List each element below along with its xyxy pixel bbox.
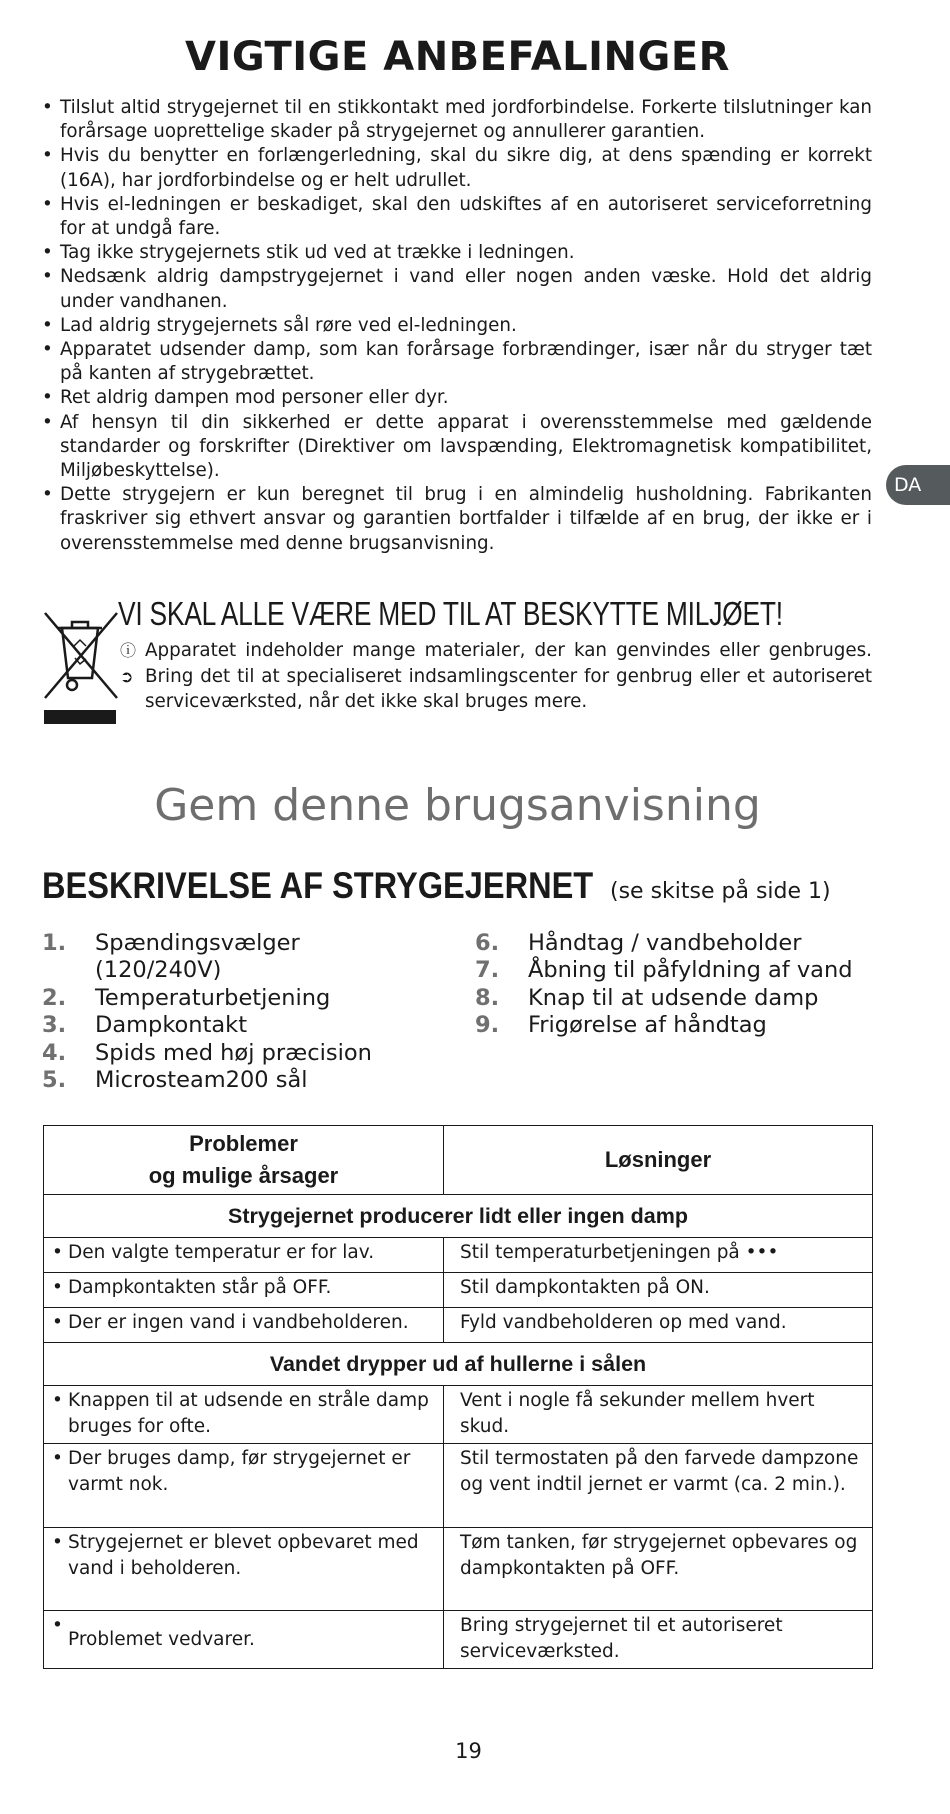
environment-title: VI SKAL ALLE VÆRE MED TIL AT BESKYTTE MILJØET! xyxy=(118,595,783,632)
cause-cell: • Der bruges damp, før strygejernet er varmt nok. xyxy=(44,1444,444,1528)
table-row xyxy=(44,1611,873,1669)
part-number: 5. xyxy=(42,1067,67,1094)
part-number: 6. xyxy=(475,930,500,956)
recommendations-list xyxy=(42,96,872,556)
solution-cell: Stil termostaten på den farvede dampzone og vent indtil jernet er varmt (ca. 2 min.). xyxy=(444,1444,873,1528)
list-item xyxy=(120,664,872,715)
list-item xyxy=(42,1040,462,1067)
table-row xyxy=(44,1386,873,1444)
list-item xyxy=(42,1012,462,1039)
list-item: • Ret aldrig dampen mod personer eller dyr. xyxy=(42,386,872,410)
table-section-row xyxy=(44,1195,873,1238)
part-name: Microsteam200 sål xyxy=(95,1067,308,1094)
part-name: Knap til at udsende damp xyxy=(528,984,819,1011)
part-name: Spændingsvælger (120/240V) xyxy=(95,930,300,984)
part-number: 7. xyxy=(475,957,500,984)
language-tab: DA xyxy=(886,465,950,505)
list-item xyxy=(475,1012,895,1039)
list-item: • Af hensyn til din sikkerhed er dette apparat i overensstemmelse med gældende standarder og forskrifter (Direktiver om lavspænding, Elektromagnetisk kompatibilitet, Miljøbeskyttelse). xyxy=(42,411,872,484)
table-section-row xyxy=(44,1343,873,1386)
list-item xyxy=(42,985,462,1012)
info-icon: ⓘ xyxy=(120,641,137,660)
keep-manual-title: Gem denne brugsanvisning xyxy=(154,780,761,831)
list-item: • Nedsænk aldrig dampstrygejernet i vand eller nogen anden væske. Hold det aldrig under vandhanen. xyxy=(42,265,872,313)
solution-cell: Bring strygejernet til et autoriseret serviceværksted. xyxy=(444,1611,873,1669)
environment-text: Bring det til at specialiseret indsamlingscenter for genbrug eller et autoriseret serviceværksted, når det ikke skal bruges mere. xyxy=(145,665,872,712)
list-item: • Lad aldrig strygejernets sål røre ved el-ledningen. xyxy=(42,314,872,338)
cause-cell: • Dampkontakten står på OFF. xyxy=(44,1273,444,1308)
solution-cell: Stil temperaturbetjeningen på ••• xyxy=(444,1238,873,1273)
list-item: • Tilslut altid strygejernet til en stikkontakt med jordforbindelse. Forkerte tilslutninger kan forårsage uoprettelige skader på strygejernet og annullerer garantien. xyxy=(42,96,872,144)
crossed-bin-icon xyxy=(42,608,120,726)
part-number: 3. xyxy=(42,1012,67,1039)
parts-list-right xyxy=(475,930,895,1040)
table-row xyxy=(44,1308,873,1343)
list-item: • Dette strygejern er kun beregnet til brug i en almindelig husholdning. Fabrikanten fraskriver sig ethvert ansvar og garantien bortfalder i tilfælde af en brug, der ikke er i overensstemmelse med denne brugsanvisning. xyxy=(42,483,872,556)
cause-cell: • Knappen til at udsende en stråle damp bruges for ofte. xyxy=(44,1386,444,1444)
table-row xyxy=(44,1238,873,1273)
environment-list xyxy=(120,638,872,715)
table-row xyxy=(44,1444,873,1528)
cause-cell: • Der er ingen vand i vandbeholderen. xyxy=(44,1308,444,1343)
solution-cell: Stil dampkontakten på ON. xyxy=(444,1273,873,1308)
part-name: Håndtag / vandbeholder xyxy=(528,930,802,956)
list-item: • Hvis el-ledningen er beskadiget, skal den udskiftes af en autoriseret serviceforretning for at undgå fare. xyxy=(42,193,872,241)
cause-cell: • Den valgte temperatur er for lav. xyxy=(44,1238,444,1273)
part-number: 8. xyxy=(475,984,500,1011)
list-item: • Tag ikke strygejernets stik ud ved at trække i ledningen. xyxy=(42,241,872,265)
part-number: 1. xyxy=(42,930,67,956)
part-name: Dampkontakt xyxy=(95,1012,248,1039)
table-header-row xyxy=(44,1126,873,1195)
parts-list-left xyxy=(42,930,462,1094)
part-number: 2. xyxy=(42,984,67,1011)
list-item: • Hvis du benytter en forlængerledning, skal du sikre dig, at dens spænding er korrekt (16A), har jordforbindelse og er helt udrullet. xyxy=(42,144,872,192)
list-item xyxy=(475,930,895,957)
solutions-column-header: Løsninger xyxy=(444,1126,873,1195)
troubleshooting-table xyxy=(43,1125,873,1669)
cause-cell: • Problemet vedvarer. xyxy=(44,1611,444,1669)
solution-cell: Fyld vandbeholderen op med vand. xyxy=(444,1308,873,1343)
list-item xyxy=(475,985,895,1012)
list-item xyxy=(42,1067,462,1094)
page-title: VIGTIGE ANBEFALINGER xyxy=(185,34,730,80)
section-title: Strygejernet producerer lidt eller ingen damp xyxy=(44,1195,873,1238)
list-item xyxy=(120,638,872,664)
table-row xyxy=(44,1273,873,1308)
page-number: 19 xyxy=(455,1739,482,1763)
part-name: Frigørelse af håndtag xyxy=(528,1012,767,1039)
part-name: Temperaturbetjening xyxy=(95,984,331,1011)
list-item xyxy=(475,957,895,984)
part-name: Åbning til påfyldning af vand xyxy=(528,957,853,984)
part-number: 9. xyxy=(475,1012,500,1039)
solution-cell: Vent i nogle få sekunder mellem hvert skud. xyxy=(444,1386,873,1444)
section-title: Vandet drypper ud af hullerne i sålen xyxy=(44,1343,873,1386)
table-row xyxy=(44,1528,873,1611)
part-number: 4. xyxy=(42,1039,67,1066)
arrow-right-icon: ➲ xyxy=(120,666,134,686)
environment-text: Apparatet indeholder mange materialer, der kan genvindes eller genbruges. xyxy=(145,640,872,661)
cause-cell: • Strygejernet er blevet opbevaret med vand i beholderen. xyxy=(44,1528,444,1611)
description-title: BESKRIVELSE AF STRYGEJERNET xyxy=(42,865,594,906)
list-item xyxy=(42,930,462,985)
problems-column-header: Problemer og mulige årsager xyxy=(44,1126,444,1195)
list-item: • Apparatet udsender damp, som kan forårsage forbrændinger, især når du stryger tæt på kanten af strygebrættet. xyxy=(42,338,872,386)
solution-cell: Tøm tanken, før strygejernet opbevares og dampkontakten på OFF. xyxy=(444,1528,873,1611)
description-heading xyxy=(42,865,831,907)
description-subtitle: (se skitse på side 1) xyxy=(610,879,831,904)
part-name: Spids med høj præcision xyxy=(95,1039,372,1066)
